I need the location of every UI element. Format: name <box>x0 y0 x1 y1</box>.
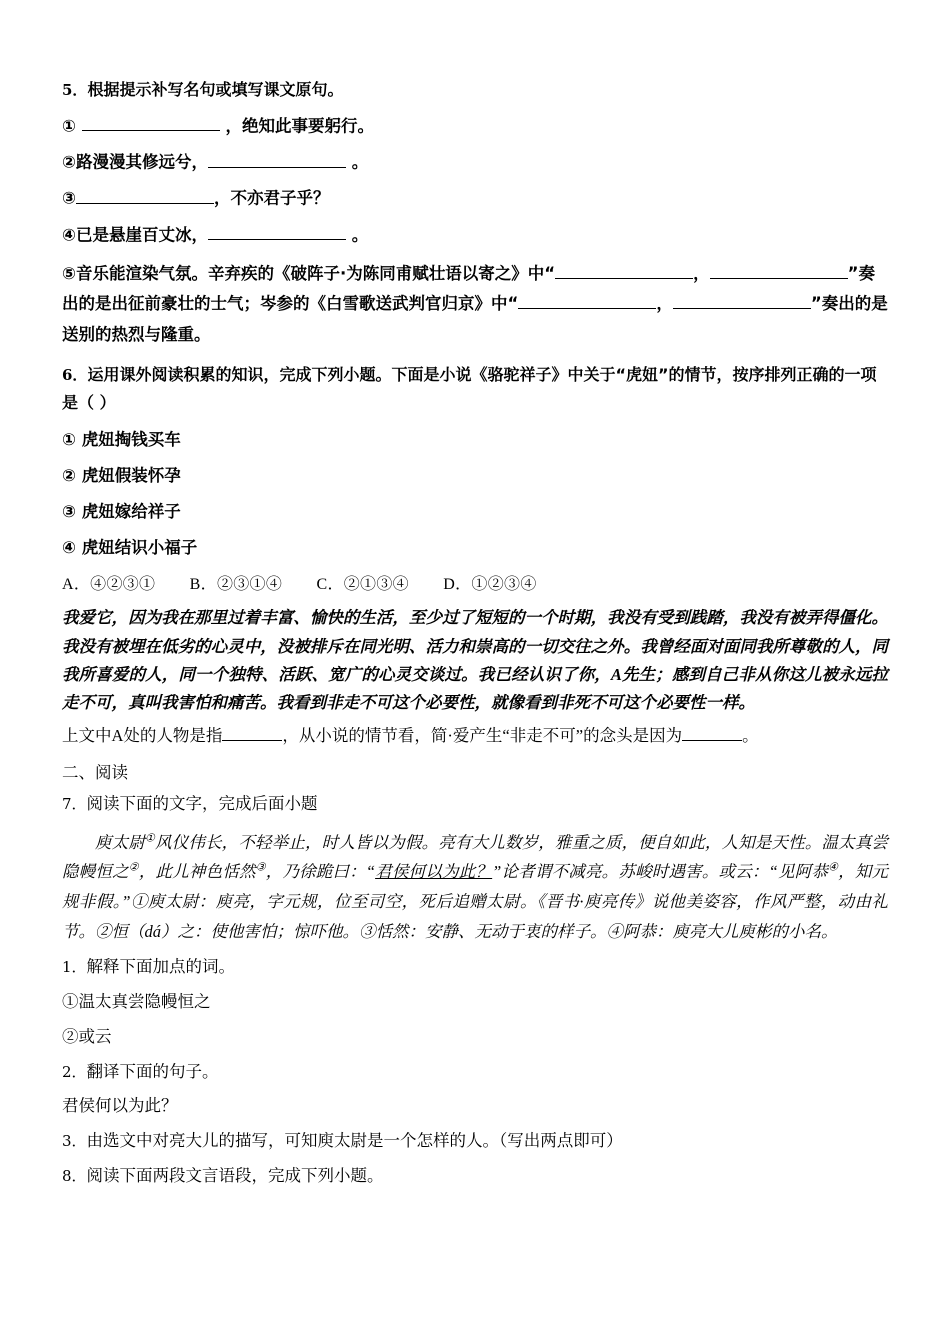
item-text-after: 。 <box>351 225 369 245</box>
question-7-sub-3 <box>62 1129 888 1154</box>
question-5-number: 5． <box>62 81 88 99</box>
followup-middle: ，从小说的情节看，简·爱产生“非走不可”的念头是因为 <box>282 725 683 745</box>
question-5-item-1 <box>62 114 888 139</box>
sub-text: 解释下面加点的词。 <box>86 957 236 977</box>
item5-part5: ”奏出的是送别的热烈与隆重。 <box>62 294 888 344</box>
question-7-passage <box>62 828 888 947</box>
item-marker: ① <box>62 116 76 136</box>
footnote-ref-4: ④ <box>828 861 839 874</box>
fill-blank[interactable] <box>222 723 282 741</box>
question-8-text: 阅读下面两段文言语段，完成下列小题。 <box>86 1165 384 1185</box>
question-6-item-2: ② 虎妞假装怀孕 <box>62 466 181 486</box>
followup-after: 。 <box>742 725 759 745</box>
question-6-stem <box>62 361 888 417</box>
question-6-followup <box>62 722 888 750</box>
question-7-sub-2-sentence: 君侯何以为此？ <box>62 1096 178 1116</box>
option-d[interactable]: D．①②③④ <box>443 576 537 594</box>
question-5-item-2 <box>62 150 888 175</box>
passage-part-1: 庾太尉 <box>95 832 145 852</box>
passage-underlined-sentence: 君侯何以为此？ <box>375 862 493 882</box>
question-5-text: 根据提示补写名句或填写课文原句。 <box>87 80 344 99</box>
followup-before: 上文中A处的人物是指 <box>62 725 223 745</box>
footnote-ref-3: ③ <box>255 861 266 874</box>
sub-text: 由选文中对亮大儿的描写，可知庾太尉是一个怎样的人。（写出两点即可） <box>86 1131 623 1151</box>
item-marker: ④ <box>62 225 76 245</box>
sub-number: 3． <box>62 1132 87 1151</box>
item-marker: ⑤ <box>62 263 76 283</box>
item-text-after: 。 <box>351 152 369 172</box>
section-2-title: 二、阅读 <box>62 763 128 783</box>
item5-part3: ”奏出的是出征前豪壮的士气；岑参的《白雪歌送武判官归京》中“ <box>62 263 875 314</box>
fill-blank[interactable] <box>208 223 346 241</box>
item-marker: ② <box>62 152 76 172</box>
item5-part4: ， <box>656 294 673 314</box>
fill-blank[interactable] <box>682 723 742 741</box>
question-6-item-1: ① 虎妞掏钱买车 <box>62 430 181 450</box>
question-5-item-5 <box>62 259 888 351</box>
item-marker: ③ <box>62 188 76 208</box>
fill-blank[interactable] <box>76 186 214 204</box>
question-7-number: 7． <box>62 795 87 814</box>
question-6-item-3: ③ 虎妞嫁给祥子 <box>62 501 181 521</box>
option-c[interactable]: C．②①③④ <box>316 576 409 594</box>
question-6-passage: 我爱它，因为我在那里过着丰富、愉快的生活，至少过了短短的一个时期，我没有受到践踏，我没有被弄得僵化。我没有被埋在低劣的心灵中，没被排斥在同光明、活力和崇高的一切交往之外。我曾经面对面同我所尊敬的人，同我所喜爱的人，同一个独特、活跃、宽广的心灵交谈过。我已经认识了你，A先生；感到自己非从你这儿被永远拉走不可，真叫我害怕和痛苦。我看到非走不可这个必要性，就像看到非死不可这个必要性一样。 <box>62 608 888 713</box>
option-b[interactable]: B．②③①④ <box>189 576 283 594</box>
item-text: ，不亦君子乎？ <box>213 188 330 208</box>
passage-part-6: ，知元规非假。”①庾太尉：庾亮，字元规，位至司空，死后追赠太尉。《晋书·庾亮传》说他美姿容，作风严整，动由礼节。②恒（dá）之：使他害怕；惊吓他。③恬然：安静、无动于衷的样子。④阿恭：庾亮大儿庾彬的小名。 <box>62 862 889 941</box>
question-6-number: 6． <box>62 366 88 385</box>
footnote-ref-1: ① <box>145 832 156 845</box>
sub-number: 2． <box>62 1062 87 1081</box>
passage-part-2: 风仪伟长，不轻举止，时人皆以为假。亮有大儿数岁，雅重之质，便自如此，人知是天性。温太真尝隐幔恒之 <box>62 832 889 882</box>
item-text-before: 路漫漫其修远兮， <box>75 152 208 172</box>
item-text: ，绝知此事要躬行。 <box>225 116 374 136</box>
passage-part-4: ，乃徐跪曰：“ <box>265 862 376 882</box>
option-a[interactable]: A．④②③① <box>62 576 156 594</box>
question-6-options <box>62 571 888 594</box>
footnote-ref-2: ② <box>128 861 139 874</box>
question-6-text: 运用课外阅读积累的知识，完成下列小题。下面是小说《骆驼祥子》中关于“虎妞”的情节，按序排列正确的一项是（ ） <box>62 365 877 413</box>
question-7-text: 阅读下面的文字，完成后面小题 <box>86 794 318 814</box>
fill-blank[interactable] <box>555 261 693 279</box>
sub-text: 翻译下面的句子。 <box>86 1061 219 1081</box>
passage-part-3: ，此儿神色恬然 <box>138 862 256 882</box>
fill-blank[interactable] <box>82 114 220 132</box>
fill-blank[interactable] <box>518 292 656 310</box>
question-7-sub-2 <box>62 1060 888 1085</box>
item5-part1: 音乐能渲染气氛。辛弃疾的《破阵子·为陈同甫赋壮语以寄之》中“ <box>75 263 556 283</box>
passage-part-5: ”论者谓不减亮。苏峻时遇害。或云：“见阿恭 <box>492 862 829 882</box>
item-text-before: 已是悬崖百丈冰， <box>75 225 208 245</box>
question-5-item-3 <box>62 186 888 211</box>
question-7-stem <box>62 790 888 818</box>
question-5-item-4 <box>62 223 888 248</box>
question-8-number: 8． <box>62 1166 87 1185</box>
question-7-sub-1 <box>62 955 888 980</box>
fill-blank[interactable] <box>710 261 848 279</box>
fill-blank[interactable] <box>673 292 811 310</box>
question-6-item-4: ④ 虎妞结识小福子 <box>62 537 198 557</box>
question-7-sub-1-item-1: ①温太真尝隐幔恒之 <box>62 992 211 1012</box>
fill-blank[interactable] <box>208 150 346 168</box>
question-8-stem <box>62 1164 888 1189</box>
question-5-stem <box>62 78 888 103</box>
item5-part2: ， <box>693 263 710 283</box>
sub-number: 1． <box>62 958 87 977</box>
question-7-sub-1-item-2: ②或云 <box>62 1026 112 1046</box>
